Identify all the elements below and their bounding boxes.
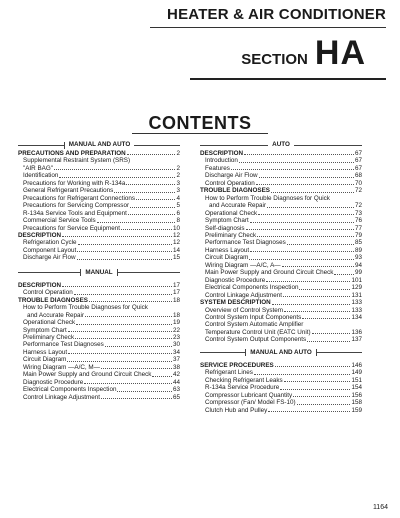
section-word: SECTION	[241, 51, 308, 68]
band-line	[200, 145, 268, 146]
toc-entry	[200, 172, 362, 179]
toc-heading	[200, 299, 362, 306]
toc-page-number: 14	[172, 246, 180, 254]
toc-leader-dots	[293, 396, 350, 397]
toc-page-number: 8	[176, 217, 180, 225]
toc-entry	[200, 329, 362, 336]
toc-entry-text: Commercial Service Tools	[23, 217, 96, 225]
band-line	[317, 352, 362, 353]
toc-entry-text: Discharge Air Flow	[205, 172, 258, 180]
toc-leader-dots	[78, 244, 172, 245]
toc-leader-dots	[312, 333, 351, 334]
toc-entry	[18, 356, 180, 363]
toc-leader-dots	[239, 162, 354, 163]
toc-entry	[18, 202, 180, 209]
section-heading	[241, 36, 366, 70]
toc-page-number: 79	[354, 231, 362, 239]
toc-entry-text: Operational Check	[23, 319, 76, 327]
toc-page-number: 99	[354, 269, 362, 277]
toc-page-number: 2	[176, 150, 180, 157]
toc-entry	[200, 165, 362, 172]
toc-leader-dots	[266, 281, 350, 282]
toc-entry	[200, 399, 362, 406]
toc-entry-text: Symptom Chart	[205, 217, 249, 225]
toc-entry	[18, 304, 180, 311]
toc-leader-dots	[258, 214, 354, 215]
toc-leader-dots	[256, 184, 354, 185]
toc-entry	[200, 232, 362, 239]
toc-entry	[18, 334, 180, 341]
toc-entry	[18, 364, 180, 371]
toc-entry-text: Operational Check	[205, 209, 258, 217]
toc-entry	[18, 349, 180, 356]
toc-leader-dots	[282, 266, 354, 267]
toc-page-number: 34	[172, 348, 180, 356]
toc-leader-dots	[249, 259, 354, 260]
toc-page-number: 30	[172, 341, 180, 349]
toc-page-number: 3	[176, 179, 180, 187]
toc-group-auto	[200, 150, 362, 344]
toc-entry	[18, 394, 180, 401]
toc-entry-text: How to Perform Trouble Diagnoses for Quick	[205, 194, 330, 202]
toc-entry-text: Control Linkage Adjustment	[205, 291, 283, 299]
toc-entry	[18, 180, 180, 187]
toc-entry	[18, 371, 180, 378]
toc-heading	[200, 150, 362, 157]
toc-leader-dots	[105, 346, 172, 347]
toc-entry	[200, 369, 362, 376]
toc-entry	[18, 165, 180, 172]
toc-entry	[200, 225, 362, 232]
toc-leader-dots	[117, 391, 172, 392]
toc-entry-text: DESCRIPTION	[18, 281, 62, 289]
toc-page-number: 6	[176, 209, 180, 217]
toc-entry-text: Control Linkage Adjustment	[23, 393, 101, 401]
toc-entry-text: Self-diagnosis	[205, 224, 245, 232]
toc-leader-dots	[136, 199, 175, 200]
toc-page-number: 137	[351, 336, 362, 344]
toc-leader-dots	[67, 361, 172, 362]
toc-page-number: 2	[176, 164, 180, 172]
toc-heading	[200, 362, 362, 369]
toc-entry	[200, 336, 362, 343]
toc-page-number: 4	[176, 194, 180, 202]
toc-leader-dots	[77, 259, 172, 260]
section-rule	[190, 78, 386, 80]
toc-entry	[200, 277, 362, 284]
toc-entry	[18, 289, 180, 296]
toc-entry-text: How to Perform Trouble Diagnoses for Quick	[23, 304, 148, 312]
toc-page-number: 94	[354, 261, 362, 269]
toc-entry-text: SERVICE PROCEDURES	[200, 361, 274, 369]
toc-entry	[200, 307, 362, 314]
toc-entry-text: DESCRIPTION	[200, 150, 244, 157]
toc-entry	[18, 319, 180, 326]
toc-page-number: 42	[172, 371, 180, 379]
toc-leader-dots	[297, 404, 351, 405]
toc-entry-text: TROUBLE DIAGNOSES	[200, 187, 270, 195]
toc-entry	[18, 187, 180, 194]
toc-entry	[18, 247, 180, 254]
toc-leader-dots	[280, 389, 350, 390]
toc-page-number: 37	[172, 356, 180, 364]
toc-entry	[200, 284, 362, 291]
toc-entry	[18, 217, 180, 224]
band-label: AUTO	[272, 141, 290, 149]
toc-page-number: 38	[172, 363, 180, 371]
toc-heading	[18, 232, 180, 239]
toc-leader-dots	[283, 296, 350, 297]
toc-leader-dots	[62, 286, 172, 287]
toc-entry	[200, 195, 362, 202]
toc-entry	[200, 217, 362, 224]
left-column	[18, 140, 180, 401]
toc-entry-text: Features	[205, 164, 230, 172]
toc-entry-text: Wiring Diagram —A/C, A—	[205, 261, 281, 269]
toc-entry	[200, 392, 362, 399]
toc-leader-dots	[267, 207, 354, 208]
toc-page-number: 68	[354, 172, 362, 180]
toc-leader-dots	[271, 192, 354, 193]
toc-entry	[18, 341, 180, 348]
toc-leader-dots	[246, 229, 354, 230]
toc-entry	[18, 312, 180, 319]
toc-page-number: 89	[354, 246, 362, 254]
toc-entry	[18, 195, 180, 202]
toc-entry-text: General Refrigerant Precautions	[23, 187, 114, 195]
toc-entry-text: Supplemental Restraint System (SRS)	[23, 157, 131, 165]
toc-entry-text: Circuit Diagram	[23, 356, 67, 364]
toc-entry-text: TROUBLE DIAGNOSES	[18, 296, 88, 304]
toc-leader-dots	[126, 184, 175, 185]
toc-leader-dots	[259, 177, 354, 178]
toc-entry-text: Precautions for Working with R-134a	[23, 179, 126, 187]
toc-page-number: 151	[351, 376, 362, 384]
toc-group-manual	[18, 282, 180, 401]
toc-page-number: 19	[172, 319, 180, 327]
toc-leader-dots	[68, 331, 172, 332]
band-label: MANUAL	[85, 269, 113, 277]
toc-entry-text: and Accurate Repair	[27, 311, 85, 319]
toc-leader-dots	[334, 274, 354, 275]
toc-page-number: 67	[354, 150, 362, 157]
toc-page-number: 44	[172, 378, 180, 386]
toc-leader-dots	[89, 301, 172, 302]
toc-page-number: 2	[176, 172, 180, 180]
toc-entry-text: Control Operation	[23, 289, 73, 297]
band-label: MANUAL AND AUTO	[250, 349, 312, 357]
band-line	[200, 352, 245, 353]
toc-leader-dots	[284, 311, 350, 312]
toc-entry-text: Refrigerant Lines	[205, 369, 253, 377]
toc-entry-text: SYSTEM DESCRIPTION	[200, 299, 271, 307]
toc-page-number: 133	[351, 306, 362, 314]
toc-entry-text: Precautions for Service Equipment	[23, 224, 120, 232]
toc-entry-text: Component Layout	[23, 246, 77, 254]
toc-leader-dots	[101, 398, 172, 399]
toc-page-number: 101	[351, 276, 362, 284]
toc-page-number: 77	[354, 224, 362, 232]
toc-entry	[18, 172, 180, 179]
toc-entry	[18, 239, 180, 246]
toc-page-number: 72	[354, 187, 362, 195]
toc-page-number: 72	[354, 202, 362, 210]
toc-leader-dots	[101, 368, 172, 369]
toc-leader-dots	[299, 289, 350, 290]
toc-page-number: 12	[172, 231, 180, 239]
toc-entry-text: Wiring Diagram —A/C, M—	[23, 363, 100, 371]
toc-leader-dots	[77, 251, 172, 252]
toc-entry-text: Refrigeration Cycle	[23, 239, 77, 247]
toc-entry-text: PRECAUTIONS AND PREPARATION	[18, 150, 126, 157]
toc-entry-text: Temperature Control Unit (EATC Unit)	[205, 328, 311, 336]
header-rule	[150, 27, 386, 28]
toc-entry	[200, 254, 362, 261]
toc-group-service	[200, 362, 362, 414]
toc-entry-text: Control System Output Components	[205, 336, 307, 344]
toc-entry	[200, 202, 362, 209]
toc-heading	[18, 297, 180, 304]
toc-entry	[18, 254, 180, 261]
toc-leader-dots	[74, 294, 172, 295]
toc-entry-text: DESCRIPTION	[18, 231, 62, 239]
toc-entry-text: Main Power Supply and Ground Circuit Check	[205, 269, 334, 277]
band-auto	[200, 140, 362, 150]
toc-page-number: 134	[351, 313, 362, 321]
toc-page-number: 67	[354, 157, 362, 165]
toc-entry	[200, 239, 362, 246]
toc-entry	[18, 386, 180, 393]
toc-heading	[18, 150, 180, 157]
toc-entry	[200, 377, 362, 384]
toc-leader-dots	[284, 381, 351, 382]
toc-page-number: 85	[354, 239, 362, 247]
band-line	[18, 145, 64, 146]
band-manual-and-auto-2	[200, 348, 362, 358]
toc-entry-text: Performance Test Diagnoses	[205, 239, 286, 247]
toc-page-number: 131	[351, 291, 362, 299]
toc-entry-text: Compressor (Fan/ Model FS-10)	[205, 399, 296, 407]
toc-page-number: 136	[351, 328, 362, 336]
toc-entry	[200, 314, 362, 321]
toc-entry	[200, 247, 362, 254]
toc-page-number: 3	[176, 187, 180, 195]
toc-leader-dots	[128, 214, 176, 215]
toc-leader-dots	[68, 353, 172, 354]
toc-page-number: 65	[172, 393, 180, 401]
toc-page-number: 67	[354, 164, 362, 172]
toc-leader-dots	[97, 222, 176, 223]
toc-entry-text: Symptom Chart	[23, 326, 67, 334]
toc-page-number: 18	[172, 296, 180, 304]
toc-entry	[200, 269, 362, 276]
toc-page-number: 158	[351, 399, 362, 407]
toc-leader-dots	[307, 341, 350, 342]
toc-leader-dots	[272, 304, 351, 305]
toc-entry-text: Harness Layout	[205, 246, 250, 254]
toc-page-number: 73	[354, 209, 362, 217]
toc-entry	[200, 292, 362, 299]
toc-leader-dots	[76, 324, 172, 325]
toc-leader-dots	[287, 244, 354, 245]
toc-entry-text: Control Operation	[205, 179, 255, 187]
toc-entry-text: Identification	[23, 172, 59, 180]
page-number: 1164	[372, 504, 388, 511]
toc-leader-dots	[275, 366, 351, 367]
toc-leader-dots	[127, 154, 176, 155]
toc-entry-text: Preliminary Check	[205, 231, 257, 239]
toc-entry-text: "AIR BAG"	[23, 164, 54, 172]
toc-page-number: 10	[172, 224, 180, 232]
toc-page-number: 22	[172, 326, 180, 334]
toc-leader-dots	[59, 177, 175, 178]
toc-entry-text: Preliminary Check	[23, 333, 75, 341]
toc-leader-dots	[75, 338, 172, 339]
toc-entry-text: Harness Layout	[23, 348, 68, 356]
toc-page-number: 12	[172, 239, 180, 247]
toc-leader-dots	[152, 376, 172, 377]
toc-entry	[200, 262, 362, 269]
toc-entry-text: Control System Input Components	[205, 313, 302, 321]
header-title: HEATER & AIR CONDITIONER	[167, 6, 386, 23]
toc-page-number: 15	[172, 254, 180, 262]
toc-page-number: 17	[172, 289, 180, 297]
toc-page-number: 17	[172, 281, 180, 289]
toc-leader-dots	[250, 222, 354, 223]
toc-entry-text: Compressor Lubricant Quantity	[205, 391, 293, 399]
band-line	[294, 145, 362, 146]
band-line	[18, 272, 80, 273]
band-manual	[18, 268, 180, 278]
toc-page-number: 146	[351, 361, 362, 369]
band-line	[134, 145, 180, 146]
toc-heading	[18, 282, 180, 289]
toc-leader-dots	[85, 316, 172, 317]
toc-leader-dots	[54, 169, 175, 170]
toc-page-number: 70	[354, 179, 362, 187]
toc-entry	[200, 407, 362, 414]
toc-entry-text: Discharge Air Flow	[23, 254, 76, 262]
toc-page-number: 5	[176, 202, 180, 210]
toc-entry	[200, 210, 362, 217]
toc-page-number: 159	[351, 406, 362, 414]
toc-page-number: 18	[172, 311, 180, 319]
toc-page-number: 23	[172, 333, 180, 341]
toc-entry	[200, 384, 362, 391]
toc-page-number: 133	[351, 299, 362, 307]
toc-entry-text: Diagnostic Procedure	[23, 378, 84, 386]
toc-entry	[18, 157, 180, 164]
toc-entry-text: Overview of Control System	[205, 306, 284, 314]
toc-page-number: 156	[351, 391, 362, 399]
toc-entry-text: Circuit Diagram	[205, 254, 249, 262]
toc-entry-text: Performance Test Diagnoses	[23, 341, 104, 349]
toc-entry	[18, 327, 180, 334]
toc-entry-text: Precautions for Refrigerant Connections	[23, 194, 136, 202]
toc-entry-text: Main Power Supply and Ground Circuit Check	[23, 371, 152, 379]
toc-leader-dots	[114, 192, 175, 193]
toc-page-number: 76	[354, 217, 362, 225]
toc-entry	[200, 321, 362, 328]
right-column	[200, 140, 362, 414]
toc-page-number: 93	[354, 254, 362, 262]
toc-leader-dots	[231, 169, 354, 170]
toc-leader-dots	[250, 251, 354, 252]
toc-leader-dots	[302, 318, 350, 319]
band-line	[118, 272, 180, 273]
section-code: HA	[314, 34, 366, 72]
contents-rule	[132, 133, 268, 134]
toc-entry	[18, 379, 180, 386]
toc-entry-text: Clutch Hub and Pulley	[205, 406, 268, 414]
toc-leader-dots	[244, 154, 354, 155]
toc-entry	[200, 180, 362, 187]
toc-leader-dots	[257, 236, 354, 237]
toc-heading	[200, 187, 362, 194]
toc-entry-text: Electrical Components Inspection	[23, 386, 117, 394]
toc-entry-text: R-134a Service Procedure	[205, 384, 280, 392]
toc-entry	[18, 210, 180, 217]
toc-leader-dots	[254, 374, 351, 375]
toc-page-number: 149	[351, 369, 362, 377]
band-label: MANUAL AND AUTO	[68, 141, 131, 149]
toc-entry	[18, 225, 180, 232]
contents-title: CONTENTS	[148, 113, 252, 133]
toc-leader-dots	[268, 411, 350, 412]
toc-page-number: 63	[172, 386, 180, 394]
toc-entry-text: Diagnostic Procedure	[205, 276, 266, 284]
toc-entry-text: Electrical Components Inspection	[205, 284, 299, 292]
toc-page-number: 154	[351, 384, 362, 392]
toc-entry-text: Control System Automatic Amplifier	[205, 321, 304, 329]
band-manual-and-auto	[18, 140, 180, 150]
toc-entry-text: Introduction	[205, 157, 238, 165]
toc-entry-text: Precautions for Servicing Compressor	[23, 202, 130, 210]
toc-entry-text: Checking Refrigerant Leaks	[205, 376, 283, 384]
toc-leader-dots	[84, 383, 172, 384]
toc-leader-dots	[130, 207, 175, 208]
toc-page-number: 129	[351, 284, 362, 292]
toc-leader-dots	[121, 229, 172, 230]
toc-entry-text: and Accurate Repair	[209, 202, 267, 210]
toc-entry	[200, 157, 362, 164]
toc-group-general	[18, 150, 180, 262]
toc-leader-dots	[62, 236, 172, 237]
toc-entry-text: R-134a Service Tools and Equipment	[23, 209, 127, 217]
